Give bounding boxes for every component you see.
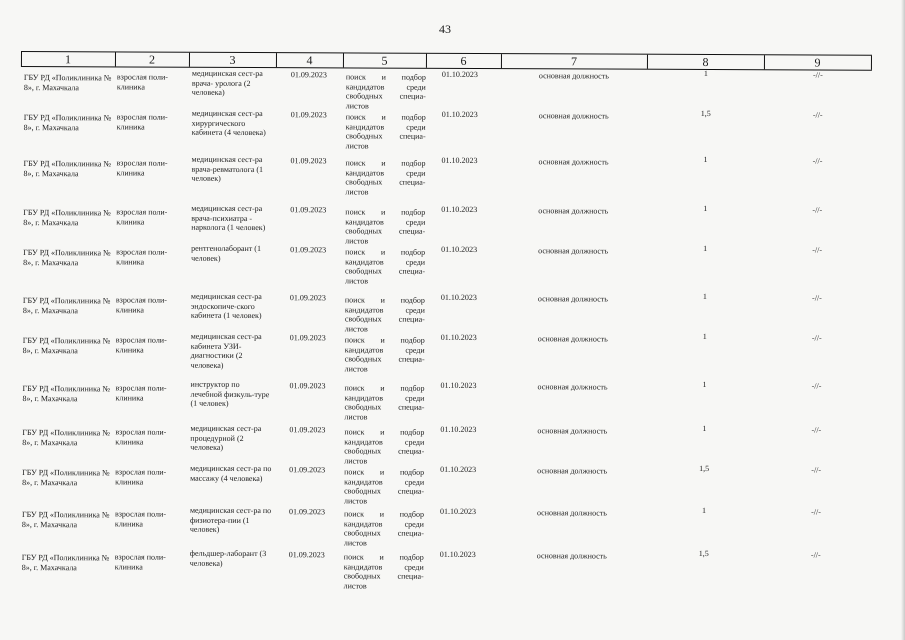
org-cell: ГБУ РД «Поликлиника № 8», г. Махачкала xyxy=(22,384,111,403)
method-cell: поиск и подбор кандидатов среди свободных специа-листов xyxy=(344,247,426,286)
org-cell: ГБУ РД «Поликлиника № 8», г. Махачкала xyxy=(23,113,112,132)
rate-cell: 1,5 xyxy=(699,463,710,474)
rate-cell: 1 xyxy=(703,154,708,164)
method-cell: поиск и подбор кандидатов среди свободных специа-листов xyxy=(345,158,426,197)
end-date-cell: 01.10.2023 xyxy=(441,155,478,165)
employment-cell: основная должность xyxy=(538,111,609,121)
position-cell: рентгенолаборант (1 человек) xyxy=(191,243,262,263)
rate-cell: 1 xyxy=(702,423,707,433)
employment-cell: основная должность xyxy=(537,382,608,392)
contingent-cell: взрослая поли-клиника xyxy=(116,158,168,178)
end-date-cell: 01.10.2023 xyxy=(441,204,478,214)
table-header xyxy=(21,51,872,71)
contingent-cell: взрослая поли-клиника xyxy=(116,247,168,267)
contingent-cell: взрослая поли-клиника xyxy=(114,552,166,572)
end-date-cell: 01.10.2023 xyxy=(440,464,477,474)
contingent-cell: взрослая поли-клиника xyxy=(114,509,167,529)
position-cell: медицинская сест-ра по физиотера-пии (1 человек) xyxy=(189,505,272,534)
contingent-cell: взрослая поли-клиника xyxy=(115,295,167,315)
employment-cell: основная должность xyxy=(537,466,608,476)
end-date-cell: 01.10.2023 xyxy=(440,424,477,434)
employment-cell: основная должность xyxy=(538,206,609,216)
rate-cell: 1 xyxy=(701,505,707,515)
end-date-cell: 01.10.2023 xyxy=(441,69,478,79)
position-cell: медицинская сест-ра врача-психиатра - нарколога (1 человек) xyxy=(191,203,266,233)
org-cell: ГБУ РД «Поликлиника № 8», г. Махачкала xyxy=(22,336,111,355)
position-cell: медицинская сест-ра по массажу (4 человека) xyxy=(190,463,272,483)
position-cell: медицинская сест-ра эндоскопиче-ского кабинета (1 человек) xyxy=(190,291,262,321)
org-cell: ГБУ РД «Поликлиника № 8», г. Махачкала xyxy=(23,248,111,267)
note-cell: -//- xyxy=(811,425,822,435)
note-cell: -//- xyxy=(810,550,821,560)
position-cell: медицинская сест-ра процедурной (2 человека) xyxy=(190,423,262,452)
note-cell: -//- xyxy=(812,156,823,166)
note-cell: -//- xyxy=(811,507,821,517)
org-cell: ГБУ РД «Поликлиника № 8», г. Махачкала xyxy=(23,73,112,92)
header-col-6: 6 xyxy=(460,53,467,68)
end-date-cell: 01.10.2023 xyxy=(440,380,477,390)
note-cell: -//- xyxy=(811,381,822,391)
end-date-cell: 01.10.2023 xyxy=(441,109,478,119)
rate-cell: 1 xyxy=(703,243,708,253)
note-cell: -//- xyxy=(811,465,822,475)
start-date-cell: 01.09.2023 xyxy=(288,550,325,560)
employment-cell: основная должность xyxy=(537,294,608,304)
org-cell: ГБУ РД «Поликлиника № 8», г. Махачкала xyxy=(21,553,110,572)
method-cell: поиск и подбор кандидатов среди свободных специа-листов xyxy=(344,467,425,506)
start-date-cell: 01.09.2023 xyxy=(290,156,327,166)
org-cell: ГБУ РД «Поликлиника № 8», г. Махачкала xyxy=(22,296,111,315)
employment-cell: основная должность xyxy=(537,426,608,436)
note-cell: -//- xyxy=(812,245,823,255)
start-date-cell: 01.09.2023 xyxy=(289,425,326,435)
method-cell: поиск и подбор кандидатов среди свободных специа-листов xyxy=(345,207,426,246)
end-date-cell: 01.10.2023 xyxy=(440,332,477,342)
contingent-cell: взрослая поли-клиника xyxy=(116,72,168,92)
header-col-7: 7 xyxy=(570,54,577,69)
note-cell: -//- xyxy=(812,293,822,303)
method-cell: поиск и подбор кандидатов среди свободных специа-листов xyxy=(344,335,425,374)
end-date-cell: 01.10.2023 xyxy=(439,506,477,516)
method-cell: поиск и подбор кандидатов среди свободных специа-листов xyxy=(344,295,425,334)
header-col-3: 3 xyxy=(229,52,236,67)
start-date-cell: 01.09.2023 xyxy=(288,507,326,517)
scan-edge-shadow xyxy=(901,0,905,640)
employment-cell: основная должность xyxy=(538,157,609,167)
employment-cell: основная должность xyxy=(536,551,607,561)
note-cell: -//- xyxy=(812,205,823,215)
employment-cell: основная должность xyxy=(537,334,608,344)
org-cell: ГБУ РД «Поликлиника № 8», г. Махачкала xyxy=(22,468,110,487)
header-col-8: 8 xyxy=(702,54,709,69)
start-date-cell: 01.09.2023 xyxy=(289,465,326,475)
contingent-cell: взрослая поли-клиника xyxy=(115,335,167,355)
rate-cell: 1 xyxy=(702,291,707,301)
rate-cell: 1 xyxy=(703,203,708,213)
rate-cell: 1 xyxy=(702,379,707,389)
start-date-cell: 01.09.2023 xyxy=(289,293,326,303)
rate-cell: 1,5 xyxy=(700,108,711,119)
start-date-cell: 01.09.2023 xyxy=(290,245,327,255)
position-cell: медицинская сест-ра кабинета УЗИ-диагностики (2 человека) xyxy=(190,331,262,370)
position-cell: медицинская сест-ра хирургического кабинета (4 человека) xyxy=(191,108,266,138)
method-cell: поиск и подбор кандидатов среди свободных специа-листов xyxy=(344,427,425,466)
employment-cell: основная должность xyxy=(538,246,609,256)
page-number: 43 xyxy=(439,22,451,36)
start-date-cell: 01.09.2023 xyxy=(289,333,326,343)
start-date-cell: 01.09.2023 xyxy=(290,70,327,80)
method-cell: поиск и подбор кандидатов среди свободных специа-листов xyxy=(343,552,424,591)
header-col-5: 5 xyxy=(381,53,388,68)
start-date-cell: 01.09.2023 xyxy=(290,110,327,120)
contingent-cell: взрослая поли-клиника xyxy=(115,467,167,487)
org-cell: ГБУ РД «Поликлиника № 8», г. Махачкала xyxy=(21,510,110,529)
employment-cell: основная должность xyxy=(538,71,609,81)
contingent-cell: взрослая поли-клиника xyxy=(116,207,168,227)
position-cell: инструктор по лечебной физкуль-туре (1 человек) xyxy=(190,379,270,408)
position-cell: фельдшер-лаборант (3 человека) xyxy=(189,548,267,568)
start-date-cell: 01.09.2023 xyxy=(289,381,326,391)
note-cell: -//- xyxy=(812,110,823,120)
method-cell: поиск и подбор кандидатов среди свободных специа-листов xyxy=(343,509,425,548)
position-cell: медицинская сест-ра врача-ревматолога (1 человек) xyxy=(191,154,264,183)
org-cell: ГБУ РД «Поликлиника № 8», г. Махачкала xyxy=(23,208,111,227)
rate-cell: 1 xyxy=(702,331,707,341)
note-cell: -//- xyxy=(811,333,822,343)
org-cell: ГБУ РД «Поликлиника № 8», г. Махачкала xyxy=(22,428,110,447)
header-col-9: 9 xyxy=(814,55,821,70)
org-cell: ГБУ РД «Поликлиника № 8», г. Махачкала xyxy=(23,159,112,178)
end-date-cell: 01.10.2023 xyxy=(441,244,478,254)
employment-cell: основная должность xyxy=(536,508,607,518)
vacancy-table xyxy=(19,51,872,615)
end-date-cell: 01.10.2023 xyxy=(440,292,477,302)
position-cell: медицинская сест-ра врача- уролога (2 человека) xyxy=(191,68,263,97)
rate-cell: 1,5 xyxy=(698,548,709,559)
start-date-cell: 01.09.2023 xyxy=(290,205,327,215)
contingent-cell: взрослая поли-клиника xyxy=(115,427,167,447)
contingent-cell: взрослая поли-клиника xyxy=(116,112,168,132)
method-cell: поиск и подбор кандидатов среди свободных специа-листов xyxy=(344,383,425,422)
header-col-4: 4 xyxy=(306,53,313,68)
method-cell: поиск и подбор кандидатов среди свободных специа-листов xyxy=(345,112,426,151)
contingent-cell: взрослая поли-клиника xyxy=(115,383,167,403)
header-col-1: 1 xyxy=(64,52,71,67)
rate-cell: 1 xyxy=(703,68,708,78)
end-date-cell: 01.10.2023 xyxy=(439,549,476,559)
note-cell: -//- xyxy=(812,70,823,80)
method-cell: поиск и подбор кандидатов среди свободных специа-листов xyxy=(345,72,426,111)
header-col-2: 2 xyxy=(148,52,155,67)
